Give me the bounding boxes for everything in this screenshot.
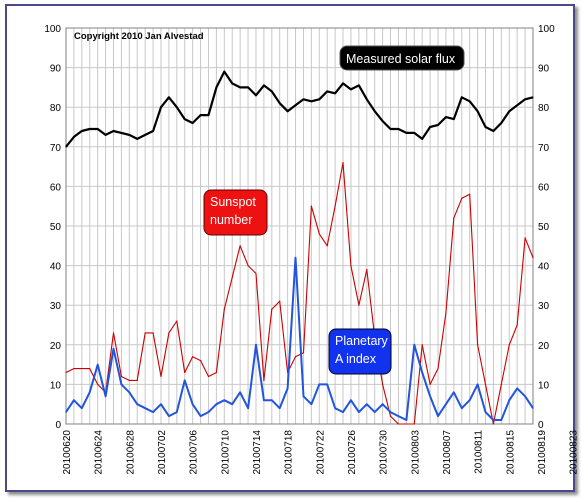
solar-flux-point bbox=[295, 105, 296, 106]
sunspot-point bbox=[271, 309, 272, 310]
sunspot-point bbox=[342, 162, 343, 163]
x-tick-label: 20100722 bbox=[315, 430, 327, 475]
solar-flux-point bbox=[279, 103, 280, 104]
solar-flux-point bbox=[327, 91, 328, 92]
planetary-point bbox=[240, 392, 241, 393]
planetary-point bbox=[311, 404, 312, 405]
planetary-point bbox=[81, 408, 82, 409]
planetary-point bbox=[335, 408, 336, 409]
y-tick-right: 10 bbox=[538, 380, 550, 392]
sunspot-point bbox=[327, 245, 328, 246]
planetary-line bbox=[66, 258, 533, 420]
planetary-point bbox=[271, 400, 272, 401]
planetary-label-line1: Planetary bbox=[335, 334, 388, 348]
planetary-point bbox=[247, 408, 248, 409]
solar-flux-point bbox=[509, 111, 510, 112]
solar-flux-point bbox=[89, 128, 90, 129]
sunspot-point bbox=[247, 265, 248, 266]
solar-flux-point bbox=[152, 130, 153, 131]
sunspot-point bbox=[113, 332, 114, 333]
sunspot-point bbox=[168, 332, 169, 333]
grid bbox=[66, 28, 533, 424]
solar-flux-point bbox=[477, 111, 478, 112]
sunspot-label-line2: number bbox=[210, 213, 253, 227]
planetary-point bbox=[358, 412, 359, 413]
planetary-point bbox=[176, 412, 177, 413]
solar-flux-point bbox=[414, 132, 415, 133]
sunspot-point bbox=[263, 380, 264, 381]
sunspot-point bbox=[517, 324, 518, 325]
solar-flux-point bbox=[524, 99, 525, 100]
planetary-point bbox=[208, 412, 209, 413]
planetary-point bbox=[152, 412, 153, 413]
sunspot-point bbox=[501, 384, 502, 385]
sunspot-point bbox=[137, 380, 138, 381]
y-tick-left: 10 bbox=[49, 380, 61, 392]
planetary-point bbox=[524, 396, 525, 397]
y-tick-left: 20 bbox=[49, 340, 61, 352]
x-tick-label: 20100702 bbox=[156, 430, 168, 475]
solar-flux-point bbox=[311, 101, 312, 102]
copyright-text: Copyright 2010 Jan Alvestad bbox=[74, 31, 204, 42]
solar-flux-point bbox=[485, 126, 486, 127]
solar-flux-point bbox=[532, 97, 533, 98]
planetary-point bbox=[422, 372, 423, 373]
y-tick-left: 90 bbox=[49, 63, 61, 75]
planetary-point bbox=[461, 408, 462, 409]
planetary-point bbox=[97, 364, 98, 365]
solar-flux-point bbox=[303, 99, 304, 100]
y-tick-right: 90 bbox=[538, 63, 550, 75]
sunspot-point bbox=[97, 384, 98, 385]
sunspot-point bbox=[477, 344, 478, 345]
x-tick-label: 20100819 bbox=[536, 430, 548, 475]
y-tick-right: 100 bbox=[538, 24, 555, 35]
planetary-point bbox=[501, 419, 502, 420]
sunspot-point bbox=[160, 376, 161, 377]
sunspot-point bbox=[192, 356, 193, 357]
planetary-point bbox=[398, 415, 399, 416]
solar-flux-point bbox=[255, 95, 256, 96]
sunspot-point bbox=[414, 423, 415, 424]
planetary-point bbox=[319, 384, 320, 385]
y-tick-left: 80 bbox=[49, 103, 61, 115]
x-tick-label: 20100624 bbox=[93, 430, 105, 475]
chart-frame bbox=[5, 4, 580, 492]
planetary-point bbox=[255, 344, 256, 345]
planetary-point bbox=[327, 384, 328, 385]
solar-flux-point bbox=[208, 115, 209, 116]
solar-flux-point bbox=[184, 118, 185, 119]
planetary-point bbox=[342, 412, 343, 413]
planetary-point bbox=[216, 404, 217, 405]
solar-flux-point bbox=[493, 130, 494, 131]
sunspot-point bbox=[208, 376, 209, 377]
solar-flux-point bbox=[271, 91, 272, 92]
solar-flux-point bbox=[342, 83, 343, 84]
sunspot-point bbox=[382, 384, 383, 385]
annotations bbox=[74, 31, 464, 374]
planetary-point bbox=[493, 419, 494, 420]
x-tick-label: 20100714 bbox=[251, 430, 263, 475]
solar-flux-point bbox=[232, 83, 233, 84]
sunspot-point bbox=[240, 245, 241, 246]
planetary-point bbox=[350, 400, 351, 401]
planetary-point bbox=[390, 412, 391, 413]
planetary-point bbox=[485, 412, 486, 413]
x-tick-label: 20100823 bbox=[568, 430, 580, 475]
series-sunspot bbox=[65, 162, 533, 425]
solar-flux-point bbox=[216, 87, 217, 88]
sunspot-point bbox=[398, 423, 399, 424]
solar-flux-point bbox=[287, 111, 288, 112]
solar-flux-point bbox=[358, 85, 359, 86]
planetary-point bbox=[65, 412, 66, 413]
solar-flux-point bbox=[366, 99, 367, 100]
sunspot-point bbox=[152, 332, 153, 333]
x-tick-label: 20100706 bbox=[188, 430, 200, 475]
solar-flux-point bbox=[469, 101, 470, 102]
y-tick-left: 50 bbox=[49, 222, 61, 233]
sunspot-point bbox=[279, 301, 280, 302]
y-tick-right: 80 bbox=[538, 103, 550, 115]
sunspot-point bbox=[89, 368, 90, 369]
planetary-point bbox=[430, 396, 431, 397]
solar-flux-point bbox=[176, 107, 177, 108]
x-tick-label: 20100628 bbox=[125, 430, 137, 475]
x-tick-label: 20100718 bbox=[283, 430, 295, 475]
planetary-label-line2: A index bbox=[335, 352, 377, 366]
solar-flux-line bbox=[66, 72, 533, 147]
sunspot-point bbox=[469, 194, 470, 195]
planetary-point bbox=[295, 257, 296, 258]
sunspot-point bbox=[366, 269, 367, 270]
sunspot-point bbox=[216, 372, 217, 373]
sunspot-point bbox=[437, 368, 438, 369]
series-solar-flux bbox=[65, 71, 533, 147]
sunspot-point bbox=[350, 265, 351, 266]
planetary-point bbox=[279, 408, 280, 409]
sunspot-point bbox=[524, 237, 525, 238]
solar-flux-point bbox=[113, 130, 114, 131]
sunspot-point bbox=[73, 368, 74, 369]
planetary-point bbox=[192, 404, 193, 405]
sunspot-point bbox=[145, 332, 146, 333]
solar-flux-point bbox=[382, 120, 383, 121]
y-tick-right: 20 bbox=[538, 340, 550, 352]
planetary-point bbox=[517, 388, 518, 389]
planetary-point bbox=[145, 408, 146, 409]
sunspot-point bbox=[184, 372, 185, 373]
solar-flux-point bbox=[160, 107, 161, 108]
sunspot-point bbox=[445, 313, 446, 314]
sunspot-point bbox=[295, 356, 296, 357]
sunspot-point bbox=[129, 380, 130, 381]
planetary-point bbox=[366, 404, 367, 405]
sunspot-point bbox=[406, 423, 407, 424]
solar-flux-point bbox=[398, 128, 399, 129]
planetary-point bbox=[453, 392, 454, 393]
planetary-point bbox=[184, 380, 185, 381]
y-tick-right: 30 bbox=[538, 301, 550, 313]
planetary-point bbox=[374, 412, 375, 413]
sunspot-point bbox=[335, 206, 336, 207]
sunspot-point bbox=[485, 384, 486, 385]
y-axis-left bbox=[44, 24, 61, 431]
sunspot-point bbox=[303, 352, 304, 353]
solar-flux-point bbox=[224, 71, 225, 72]
sunspot-point bbox=[461, 198, 462, 199]
x-tick-label: 20100726 bbox=[346, 430, 358, 475]
solar-flux-point bbox=[105, 134, 106, 135]
y-tick-right: 50 bbox=[538, 222, 550, 233]
combined-solar-activity-chart bbox=[7, 6, 580, 490]
planetary-point bbox=[406, 419, 407, 420]
sunspot-point bbox=[176, 320, 177, 321]
y-tick-left: 0 bbox=[55, 420, 61, 431]
series-layer bbox=[65, 71, 533, 425]
solar-flux-point bbox=[501, 122, 502, 123]
solar-flux-point bbox=[461, 97, 462, 98]
solar-flux-point bbox=[137, 138, 138, 139]
planetary-point bbox=[200, 415, 201, 416]
planetary-point bbox=[89, 392, 90, 393]
planetary-point bbox=[113, 348, 114, 349]
sunspot-point bbox=[422, 344, 423, 345]
planetary-point bbox=[105, 396, 106, 397]
sunspot-point bbox=[358, 305, 359, 306]
y-tick-left: 60 bbox=[49, 182, 61, 194]
planetary-point bbox=[73, 400, 74, 401]
solar-flux-point bbox=[97, 128, 98, 129]
x-tick-label: 20100620 bbox=[62, 430, 73, 475]
solar-flux-point bbox=[374, 111, 375, 112]
solar-flux-point bbox=[319, 99, 320, 100]
y-tick-right: 40 bbox=[538, 261, 550, 273]
sunspot-point bbox=[493, 423, 494, 424]
sunspot-point bbox=[255, 273, 256, 274]
planetary-point bbox=[137, 404, 138, 405]
planetary-point bbox=[287, 388, 288, 389]
solar-flux-point bbox=[200, 115, 201, 116]
planetary-point bbox=[532, 408, 533, 409]
x-axis bbox=[62, 430, 582, 475]
planetary-point bbox=[437, 415, 438, 416]
solar-flux-point bbox=[121, 132, 122, 133]
sunspot-point bbox=[311, 206, 312, 207]
sunspot-point bbox=[532, 257, 533, 258]
planetary-point bbox=[445, 404, 446, 405]
solar-flux-point bbox=[430, 126, 431, 127]
y-tick-left: 30 bbox=[49, 301, 61, 313]
solar-flux-point bbox=[168, 97, 169, 98]
solar-flux-point bbox=[437, 124, 438, 125]
solar-flux-point bbox=[145, 134, 146, 135]
planetary-point bbox=[263, 400, 264, 401]
solar-flux-point bbox=[517, 105, 518, 106]
sunspot-point bbox=[430, 384, 431, 385]
solar-flux-point bbox=[247, 87, 248, 88]
sunspot-point bbox=[224, 309, 225, 310]
solar-flux-point bbox=[335, 93, 336, 94]
solar-flux-point bbox=[350, 89, 351, 90]
solar-flux-point bbox=[81, 130, 82, 131]
series-planetary bbox=[65, 257, 533, 421]
x-tick-label: 20100811 bbox=[473, 430, 485, 474]
planetary-point bbox=[469, 400, 470, 401]
x-tick-label: 20100730 bbox=[378, 430, 390, 475]
solar-flux-point bbox=[406, 132, 407, 133]
solar-flux-point bbox=[73, 136, 74, 137]
solar-flux-label: Measured solar flux bbox=[346, 52, 456, 66]
solar-flux-point bbox=[240, 87, 241, 88]
solar-flux-point bbox=[390, 128, 391, 129]
planetary-point bbox=[414, 344, 415, 345]
solar-flux-point bbox=[263, 85, 264, 86]
solar-flux-point bbox=[65, 146, 66, 147]
planetary-point bbox=[303, 396, 304, 397]
planetary-point bbox=[382, 404, 383, 405]
solar-flux-point bbox=[453, 118, 454, 119]
y-tick-left: 100 bbox=[44, 24, 61, 35]
y-tick-right: 0 bbox=[538, 420, 544, 431]
planetary-point bbox=[121, 384, 122, 385]
solar-flux-point bbox=[129, 134, 130, 135]
x-tick-label: 20100807 bbox=[441, 430, 453, 475]
planetary-point bbox=[160, 404, 161, 405]
x-tick-label: 20100803 bbox=[410, 430, 422, 475]
planetary-point bbox=[477, 384, 478, 385]
solar-flux-point bbox=[422, 138, 423, 139]
planetary-point bbox=[129, 392, 130, 393]
sunspot-point bbox=[232, 277, 233, 278]
sunspot-point bbox=[319, 233, 320, 234]
y-tick-left: 70 bbox=[49, 142, 61, 154]
sunspot-point bbox=[390, 415, 391, 416]
x-tick-label: 20100710 bbox=[220, 430, 232, 475]
sunspot-point bbox=[121, 376, 122, 377]
sunspot-point bbox=[453, 217, 454, 218]
x-tick-label: 20100815 bbox=[505, 430, 517, 475]
planetary-point bbox=[224, 400, 225, 401]
sunspot-point bbox=[509, 344, 510, 345]
y-tick-left: 40 bbox=[49, 261, 61, 273]
y-tick-right: 70 bbox=[538, 142, 550, 154]
y-axis-right bbox=[538, 24, 555, 431]
y-tick-right: 60 bbox=[538, 182, 550, 194]
solar-flux-point bbox=[192, 122, 193, 123]
sunspot-label-line1: Sunspot bbox=[210, 195, 256, 209]
sunspot-point bbox=[200, 360, 201, 361]
solar-flux-point bbox=[445, 117, 446, 118]
planetary-point bbox=[168, 415, 169, 416]
sunspot-point bbox=[65, 372, 66, 373]
planetary-point bbox=[232, 404, 233, 405]
planetary-point bbox=[509, 400, 510, 401]
sunspot-point bbox=[81, 368, 82, 369]
